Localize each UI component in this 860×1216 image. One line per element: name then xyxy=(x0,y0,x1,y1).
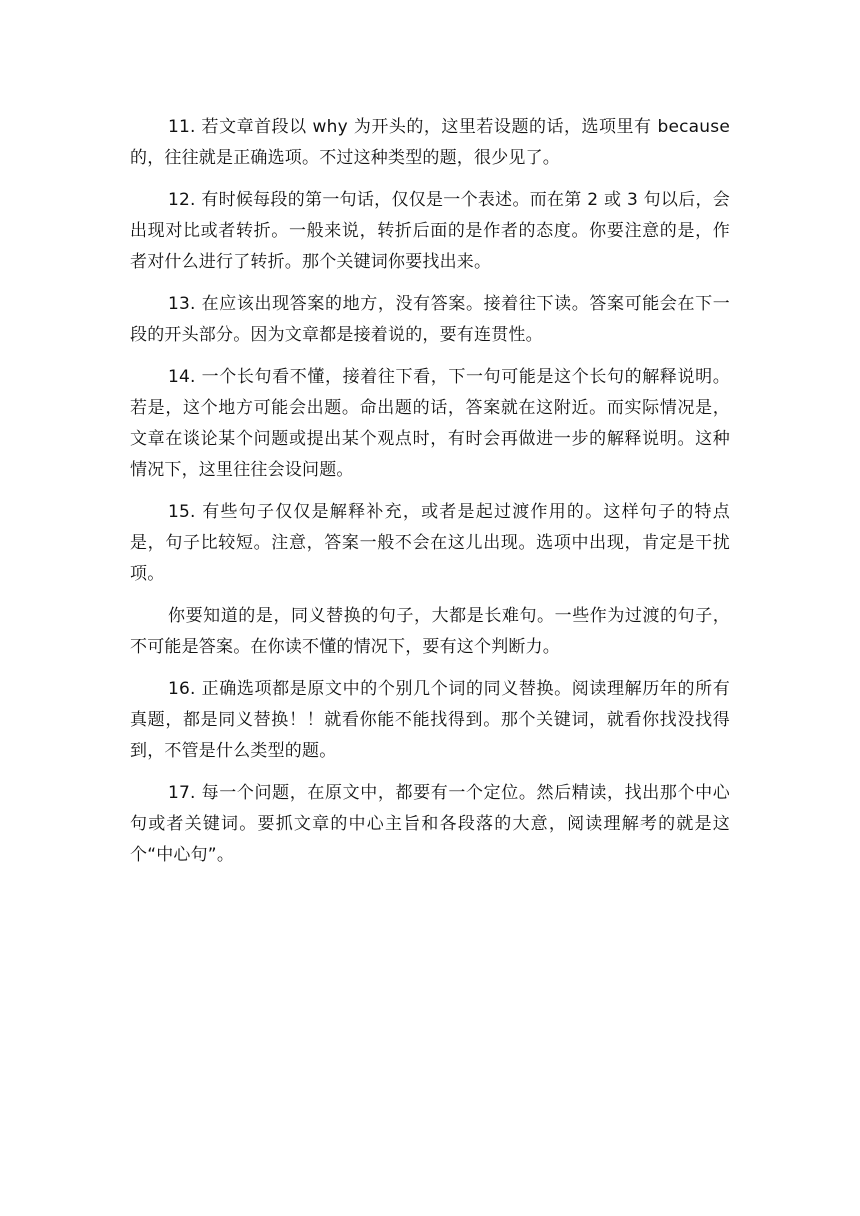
synonym-note-paragraph: 你要知道的是，同义替换的句子，大都是长难句。一些作为过渡的句子，不可能是答案。在你读不懂的情况下，要有这个判断力。 xyxy=(130,606,730,657)
tip-16-paragraph: 16. 正确选项都是原文中的个别几个词的同义替换。阅读理解历年的所有真题，都是同义替换！！就看你能不能找得到。那个关键词，就看你找没找得到，不管是什么类型的题。 xyxy=(130,679,730,761)
tip-15-paragraph: 15. 有些句子仅仅是解释补充，或者是起过渡作用的。这样句子的特点是，句子比较短。注意，答案一般不会在这儿出现。选项中出现，肯定是干扰项。 xyxy=(130,502,730,584)
tip-11-paragraph: 11. 若文章首段以 why 为开头的，这里若设题的话，选项里有 because 的，往往就是正确选项。不过这种类型的题，很少见了。 xyxy=(130,117,730,168)
tip-17-paragraph: 17. 每一个问题，在原文中，都要有一个定位。然后精读，找出那个中心句或者关键词。要抓文章的中心主旨和各段落的大意，阅读理解考的就是这个“中心句”。 xyxy=(130,783,730,865)
tip-13-paragraph: 13. 在应该出现答案的地方，没有答案。接着往下读。答案可能会在下一段的开头部分。因为文章都是接着说的，要有连贯性。 xyxy=(130,294,730,345)
tip-12-paragraph: 12. 有时候每段的第一句话，仅仅是一个表述。而在第 2 或 3 句以后，会出现对比或者转折。一般来说，转折后面的是作者的态度。你要注意的是，作者对什么进行了转折。那个关键词你要找出来。 xyxy=(130,190,730,272)
tip-14-paragraph: 14. 一个长句看不懂，接着往下看，下一句可能是这个长句的解释说明。若是，这个地方可能会出题。命出题的话，答案就在这附近。而实际情况是，文章在谈论某个问题或提出某个观点时，有时会再做进一步的解释说明。这种情况下，这里往往会设问题。 xyxy=(130,367,730,480)
document-body xyxy=(130,112,730,882)
